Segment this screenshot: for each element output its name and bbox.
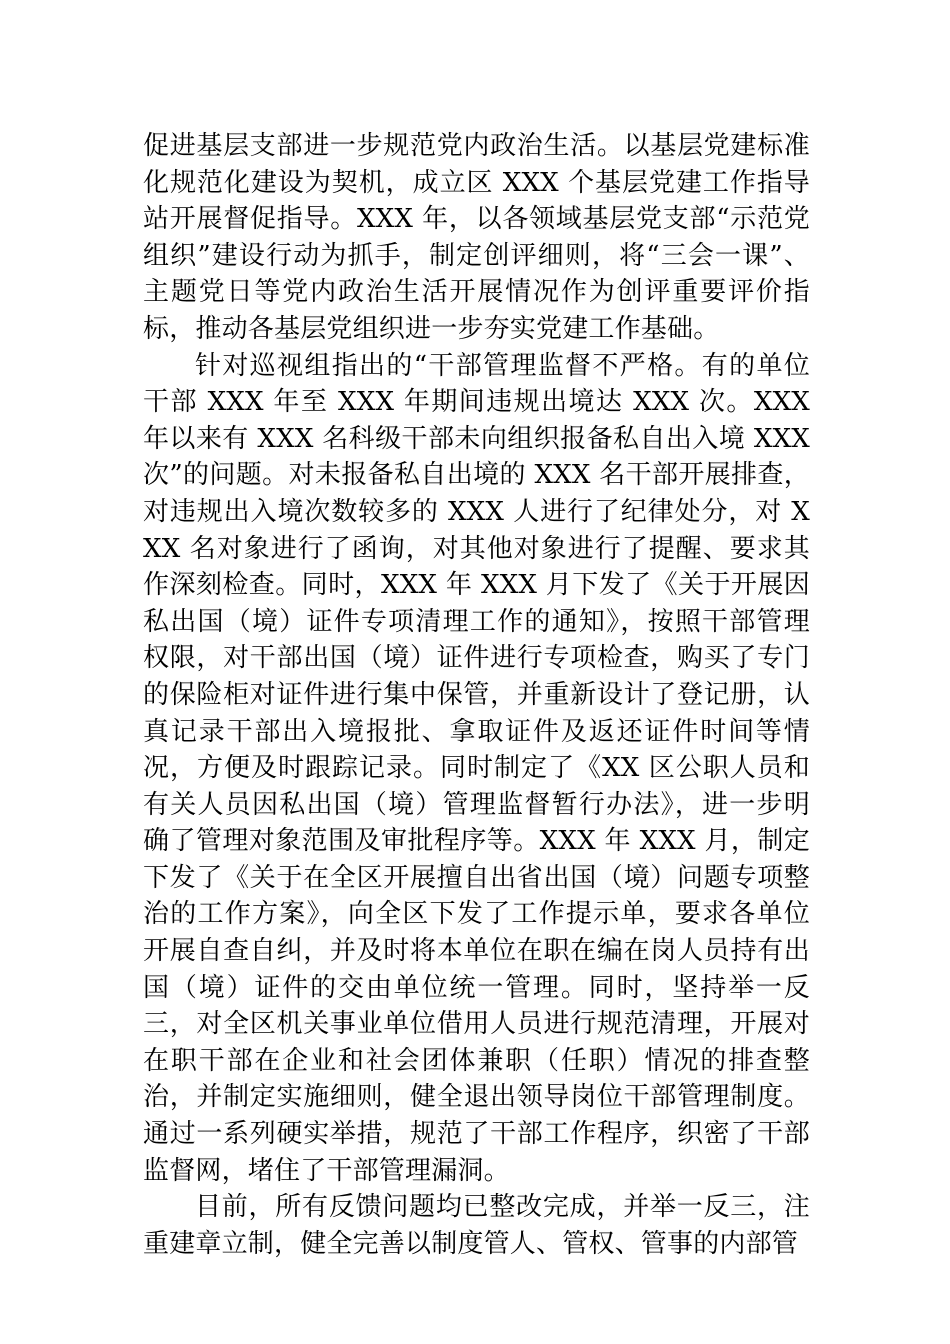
document-body [143,128,810,1262]
paragraph-cadre-supervision: 针对巡视组指出的“干部管理监督不严格。有的单位干部 XXX 年至 XXX 年期间违规出境达 XXX 次。XXX 年以来有 XXX 名科级干部未向组织报备私自出入境 XXX 次”的问题。对未报备私自出境的 XXX 名干部开展排查，对违规出入境次数较多的 XXX 人进行了纪律处分，对 XXX 名对象进行了函询，对其他对象进行了提醒、要求其作深刻检查。同时，XXX 年 XXX 月下发了《关于开展因私出国（境）证件专项清理工作的通知》，按照干部管理权限，对干部出国（境）证件进行专项检查，购买了专门的保险柜对证件进行集中保管，并重新设计了登记册，认真记录干部出入境报批、拿取证件及返还证件时间等情况，方便及时跟踪记录。同时制定了《XX 区公职人员和有关人员因私出国（境）管理监督暂行办法》，进一步明确了管理对象范围及审批程序等。XXX 年 XXX 月，制定下发了《关于在全区开展擅自出省出国（境）问题专项整治的工作方案》，向全区下发了工作提示单，要求各单位开展自查自纠，并及时将本单位在职在编在岗人员持有出国（境）证件的交由单位统一管理。同时，坚持举一反三，对全区机关事业单位借用人员进行规范清理，开展对在职干部在企业和社会团体兼职（任职）情况的排查整治，并制定实施细则，健全退出领导岗位干部管理制度。通过一系列硬实举措，规范了干部工作程序，织密了干部监督网，堵住了干部管理漏洞。 [143,350,810,1186]
paragraph-continuation: 促进基层支部进一步规范党内政治生活。以基层党建标准化规范化建设为契机，成立区 XXX 个基层党建工作指导站开展督促指导。XXX 年，以各领域基层党支部“示范党组织”建设行动为抓手，制定创评细则，将“三会一课”、主题党日等党内政治生活开展情况作为创评重要评价指标，推动各基层党组织进一步夯实党建工作基础。 [143,131,810,344]
paragraph-rectification-summary: 目前，所有反馈问题均已整改完成，并举一反三，注重建章立制，健全完善以制度管人、管权、管事的内部管 [143,1192,810,1259]
